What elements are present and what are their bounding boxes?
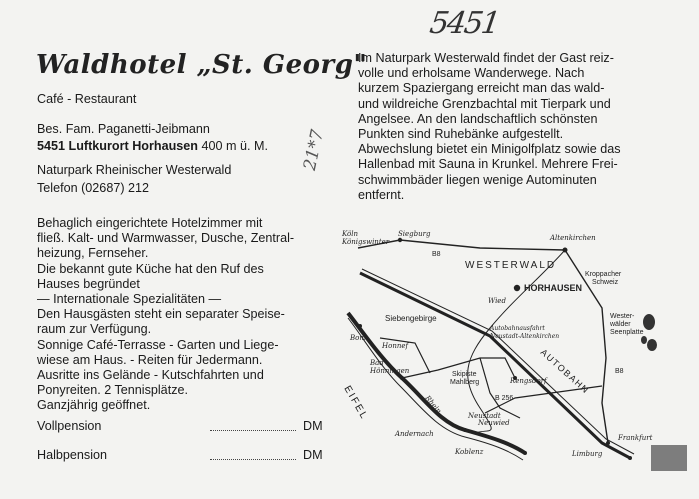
map-label-limburg: Limburg	[572, 450, 603, 458]
address-line	[37, 138, 268, 154]
map-label-autobahn: AUTOBAHN	[538, 347, 592, 396]
map-label-neustadt: Neustadt	[468, 412, 501, 420]
description-line: wiese am Haus. - Reiten für Jedermann.	[37, 352, 263, 367]
map-label-b8-right: B8	[615, 368, 624, 375]
price-label-full-board: Vollpension	[37, 419, 102, 433]
map-label-rhein: Rhein	[423, 394, 443, 416]
lake	[647, 339, 657, 351]
town-dot	[523, 451, 527, 455]
region-line: volle und erholsame Wanderwege. Nach	[358, 66, 585, 81]
local-road	[480, 358, 520, 418]
town-dot	[358, 324, 362, 328]
currency-half-board: DM	[303, 448, 323, 462]
region-line: entfernt.	[358, 187, 405, 202]
description-line: raum zur Verfügung.	[37, 322, 152, 337]
map-label-koblenz: Koblenz	[455, 448, 484, 456]
map-label-skipiste: Skipiste	[452, 371, 477, 378]
region-description	[358, 51, 678, 203]
description-line: Sonnige Café-Terrasse - Garten und Liege-	[37, 337, 279, 352]
wied-river	[468, 250, 565, 433]
map-label-andernach: Andernach	[395, 430, 434, 438]
postal-code: 5451	[37, 139, 66, 153]
handwritten-number: 5451	[427, 6, 501, 41]
description-line: Den Hausgästen steht ein separater Speise-	[37, 307, 285, 322]
phone: Telefon (02687) 212	[37, 181, 150, 195]
region-line: und wildreiche Grenzbachtal mit Tierpark und	[358, 96, 611, 111]
map-label-bonn: Bonn	[350, 334, 369, 342]
map-label-bad: Bad	[370, 359, 384, 367]
map-label-koenigswinter: Königswinter	[342, 238, 390, 246]
lake	[641, 336, 647, 344]
description	[37, 216, 337, 414]
map-label-eifel: EIFEL	[341, 384, 370, 423]
region-line: Abwechslung bietet ein Minigolfplatz sowie das	[358, 142, 621, 157]
map-label-westerwaelder: Wester-	[610, 313, 635, 320]
dark-stain	[651, 445, 687, 471]
town-dot	[606, 441, 610, 445]
map-label-siebengebirge: Siebengebirge	[385, 314, 437, 323]
town-dot	[400, 376, 404, 380]
description-line: Hauses begründet	[37, 276, 140, 291]
town-dot	[563, 248, 568, 253]
place-name: Luftkurort Horhausen	[68, 139, 198, 153]
description-line: heizung, Fernseher.	[37, 246, 149, 261]
handwritten-side-note: 21*7	[300, 127, 329, 173]
region-line: Angelsee. An den landschaftlich schönsten	[358, 111, 598, 126]
map-label-westerwald: WESTERWALD	[465, 260, 557, 271]
map-label-frankfurt: Frankfurt	[618, 434, 653, 442]
description-line: Ganzjährig geöffnet.	[37, 398, 151, 413]
town-dot	[463, 428, 467, 432]
map-label-seenplatte: Seenplatte	[610, 329, 644, 336]
map-label-schweiz: Schweiz	[592, 279, 619, 286]
map-label-exit-place: Neustadt-Altenkirchen	[490, 333, 560, 340]
region-line: Punkten sind Ruhebänke aufgestellt.	[358, 127, 564, 142]
town-dot	[514, 285, 520, 291]
lake	[643, 314, 655, 330]
price-label-half-board: Halbpension	[37, 448, 108, 462]
map-label-b8-top: B8	[432, 251, 441, 258]
region-line: Im Naturpark Westerwald findet der Gast reiz-	[358, 51, 614, 65]
region-line: Hallenbad mit Sauna in Krunkel. Mehrere Frei-	[358, 157, 618, 172]
region-line: schwimmbäder liegen wenige Autominuten	[358, 172, 597, 187]
description-line: Ausritte ins Gelände - Kutschfahrten und	[37, 368, 264, 383]
description-line: Behaglich eingerichtete Hotelzimmer mit	[37, 216, 263, 230]
description-line: fließ. Kalt- und Warmwasser, Dusche, Zentral-	[37, 231, 295, 246]
map-label-honnef: Honnef	[382, 342, 409, 350]
map-label-siegburg: Siegburg	[398, 230, 431, 238]
map-label-altenkirchen: Altenkirchen	[550, 234, 596, 242]
map-label-waelder: wälder	[610, 321, 631, 328]
map-label-hoenningen: Hönningen	[370, 367, 410, 375]
map-label-horhausen: HORHAUSEN	[524, 283, 583, 293]
owners: Bes. Fam. Paganetti-Jeibmann	[37, 122, 210, 136]
map-label-neuwied: Neuwied	[478, 419, 510, 427]
price-line-full-board	[210, 429, 296, 431]
map-label-rengsdorf: Rengsdorf	[510, 377, 547, 385]
map-label-mahlberg: Mahlberg	[450, 379, 480, 386]
region-line: kurzem Spaziergang erreicht man das wald-	[358, 81, 605, 96]
description-line: Ponyreiten. 2 Tennisplätze.	[37, 383, 188, 398]
map-label-kroppacher: Kroppacher	[585, 271, 622, 278]
map-label-autobahn-exit: Autobahnausfahrt	[490, 325, 545, 332]
region: Naturpark Rheinischer Westerwald	[37, 163, 232, 177]
currency-full-board: DM	[303, 419, 323, 433]
subtitle: Café - Restaurant	[37, 92, 137, 106]
town-dot	[628, 456, 632, 460]
price-line-half-board	[210, 458, 296, 460]
map-label-wied: Wied	[488, 297, 506, 305]
altitude: 400 m ü. M.	[201, 139, 268, 153]
map-label-b256: B 256	[495, 395, 514, 402]
hotel-title: Waldhotel „St. Georg"	[36, 50, 368, 80]
description-line: Die bekannt gute Küche hat den Ruf des	[37, 261, 264, 276]
town-dot	[398, 238, 402, 242]
map-label-koeln: Köln	[342, 230, 359, 238]
location-map	[340, 218, 680, 466]
description-line: — Internationale Spezialitäten —	[37, 292, 222, 307]
